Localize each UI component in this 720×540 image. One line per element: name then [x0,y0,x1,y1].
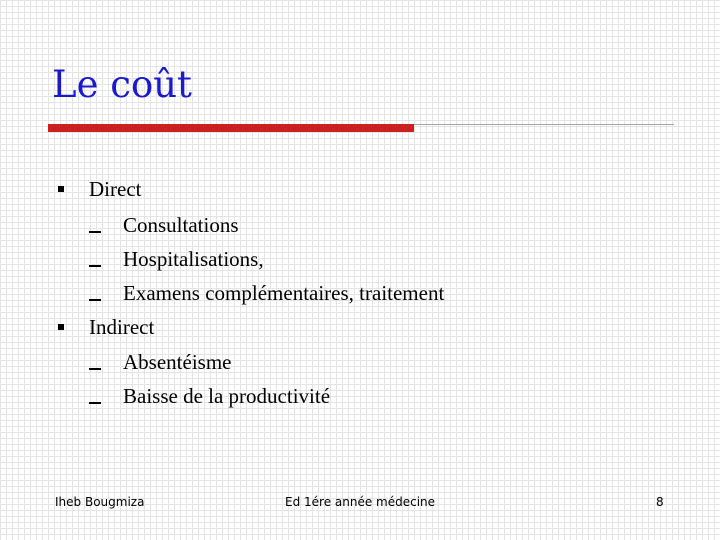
dash-bullet-icon [89,368,101,370]
sub-item: Baisse de la productivité [123,384,331,408]
sub-item: Absentéisme [123,350,232,374]
dash-bullet-icon [89,299,101,301]
slide-title: Le coût [52,63,192,106]
dash-bullet-icon [89,231,101,233]
dash-bullet-icon [89,402,101,404]
square-bullet-icon [58,186,64,192]
sub-item: Hospitalisations, [123,247,264,271]
footer-author: Iheb Bougmiza [55,495,145,509]
square-bullet-icon [58,324,64,330]
footer-page-number: 8 [656,495,664,509]
sub-item: Consultations [123,213,239,237]
title-underline-rule [414,124,674,125]
title-underline-accent [48,124,414,132]
dash-bullet-icon [89,265,101,267]
bullet-item-direct: Direct [89,177,142,201]
footer-course: Ed 1ére année médecine [285,495,436,509]
sub-item: Examens complémentaires, traitement [123,281,445,305]
bullet-item-indirect: Indirect [89,315,155,339]
